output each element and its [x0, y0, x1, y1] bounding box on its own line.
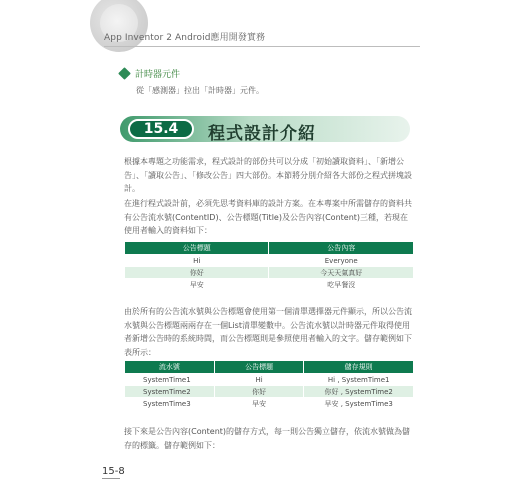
table-header-row: [125, 242, 414, 255]
table-cell: 早安: [214, 398, 304, 410]
column-header: 公告標題: [125, 242, 269, 255]
table-cell: 吃早餐沒: [269, 279, 414, 291]
subsection-title: 計時器元件: [135, 70, 181, 80]
table-cell: Hi , SystemTime1: [304, 374, 414, 386]
section-title: 程式設計介紹: [208, 124, 316, 144]
table-cell: 今天天氣真好: [269, 267, 414, 279]
table-header-row: [125, 361, 414, 374]
table-row: [125, 279, 414, 291]
table-cell: SystemTime3: [125, 398, 215, 410]
storage-paragraph: 由於所有的公告流水號與公告標題會使用第一個清單選擇器元件顯示，所以公告流水號與公告標題兩兩存在一個List清單變數中。公告流水號以計時器元件取得使用者新增公告時的系統時間，而公告標題則是參照使用者輸入的文字。儲存範例如下表所示：: [124, 307, 412, 357]
table-cell: 早安: [125, 279, 269, 291]
table-cell: 你好: [125, 267, 269, 279]
content-storage-paragraph: 接下來是公告內容(Content)的儲存方式，每一則公告獨立儲存，依流水號做為儲存的標籤。儲存範例如下：: [124, 427, 411, 450]
column-header: 儲存規則: [304, 361, 414, 374]
page-number: 15-8: [102, 466, 125, 477]
table-row: [125, 267, 414, 279]
table-cell: 你好 , SystemTime2: [304, 386, 414, 398]
section-number-badge: 15.4: [128, 119, 194, 139]
book-title: App Inventor 2 Android應用開發實務: [104, 33, 266, 43]
page-header: [0, 0, 520, 60]
subsection-text: 從「感測器」拉出「計時器」元件。: [136, 86, 264, 95]
section-heading-bar: [120, 116, 410, 142]
header-divider: [104, 46, 420, 47]
column-header: 公告標題: [214, 361, 304, 374]
subsection-heading: [120, 67, 180, 80]
diamond-bullet-icon: [118, 67, 131, 80]
table-row: [125, 374, 414, 386]
table-row: [125, 255, 414, 267]
table-cell: 你好: [214, 386, 304, 398]
table-cell: 早安 , SystemTime3: [304, 398, 414, 410]
column-header: 公告內容: [269, 242, 414, 255]
intro-paragraph: 根據本專題之功能需求，程式設計的部份共可以分成「初始讀取資料」、「新增公告」、「讀取公告」、「修改公告」四大部份。本節將分別介紹各大部份之程式拼塊設計。: [124, 157, 412, 194]
storage-example-table: [124, 360, 414, 410]
page-number-underline: [102, 478, 120, 479]
database-paragraph: 在進行程式設計前，必須先思考資料庫的設計方案。在本專案中所需儲存的資料共有公告流水號(ContentID)、公告標題(Title)及公告內容(Content)三種，若現在使用者輸入的資料如下：: [124, 199, 412, 236]
input-data-table: [124, 241, 414, 291]
table-cell: SystemTime2: [125, 386, 215, 398]
table-row: [125, 398, 414, 410]
column-header: 流水號: [125, 361, 215, 374]
table-row: [125, 386, 414, 398]
table-cell: Everyone: [269, 255, 414, 267]
table-cell: Hi: [125, 255, 269, 267]
table-cell: Hi: [214, 374, 304, 386]
table-cell: SystemTime1: [125, 374, 215, 386]
